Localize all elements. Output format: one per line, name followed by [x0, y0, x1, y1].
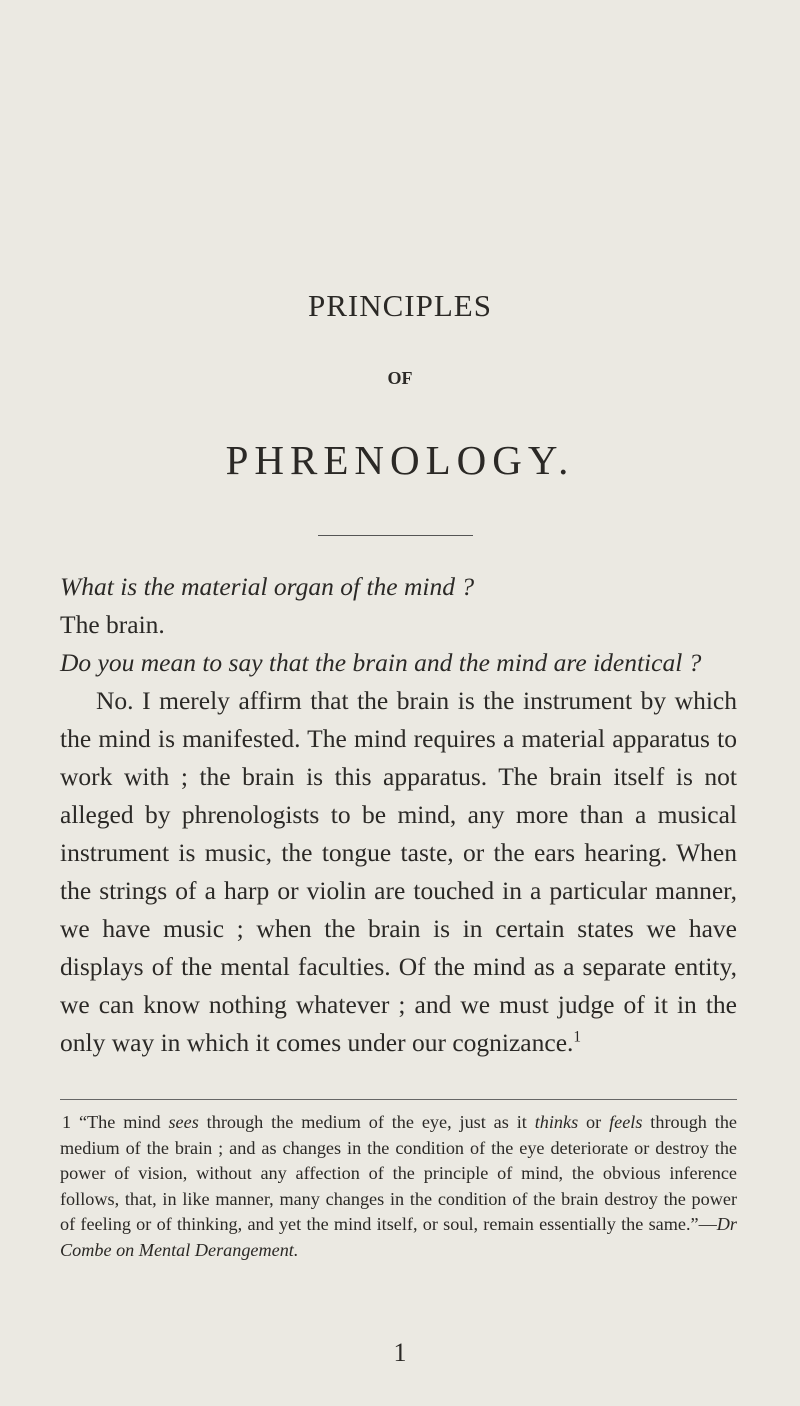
footnote-separator [60, 1099, 737, 1100]
page-number: 1 [393, 1338, 407, 1367]
title-phrenology: PHRENOLOGY. [225, 437, 575, 483]
question-1: What is the material organ of the mind ? [60, 572, 475, 601]
answer-2: No. I merely affirm that the brain is the instrument by which the mind is manifested. The mind requires a material apparatus to work with ; the brain is this apparatus. The brain itself is not alleged by phrenologists to be mind, any more than a musical instrument is music, the tongue taste, or the ears hearing. When the strings of a harp or violin are touched in a particular manner, we have music ; when the brain is in certain states we have displays of the mental faculties. Of the mind as a separate entity, we can know nothing whatever ; and we must judge of it in the only way in which it comes under our cognizance. [60, 686, 737, 1057]
footnote-text-1: “The mind [78, 1112, 169, 1132]
footnote-italic-thinks: thinks [534, 1112, 579, 1132]
footnote-source: Dr Combe on Mental Derangement. [60, 1214, 737, 1260]
answer-2-paragraph [60, 682, 737, 1062]
title-rule [318, 535, 473, 536]
title-principles: PRINCIPLES [308, 288, 492, 323]
footnote-italic-feels: feels [609, 1112, 643, 1132]
footnote-marker: 1 [62, 1112, 72, 1132]
footnote-text-3: or [578, 1112, 610, 1132]
answer-1: The brain. [60, 610, 165, 639]
title-of: OF [387, 368, 413, 388]
question-2: Do you mean to say that the brain and the mind are identical ? [60, 648, 702, 677]
footnote-italic-sees: sees [168, 1112, 199, 1132]
main-text [60, 568, 737, 1062]
footnote-text-2: through the medium of the eye, just as it [198, 1112, 535, 1132]
footnote-text-4: through the medium of the brain ; and as changes in the condition of the eye deteriorate or destroy the power of vision, without any affection of the principle of mind, the obvious inference follows, that, in like manner, many changes in the condition of the brain destroy the power of feeling or of thinking, and yet the mind itself, or soul, remain essentially the same.”— [60, 1112, 737, 1234]
footnote-reference[interactable]: 1 [573, 1028, 582, 1046]
footnote [60, 1110, 737, 1263]
